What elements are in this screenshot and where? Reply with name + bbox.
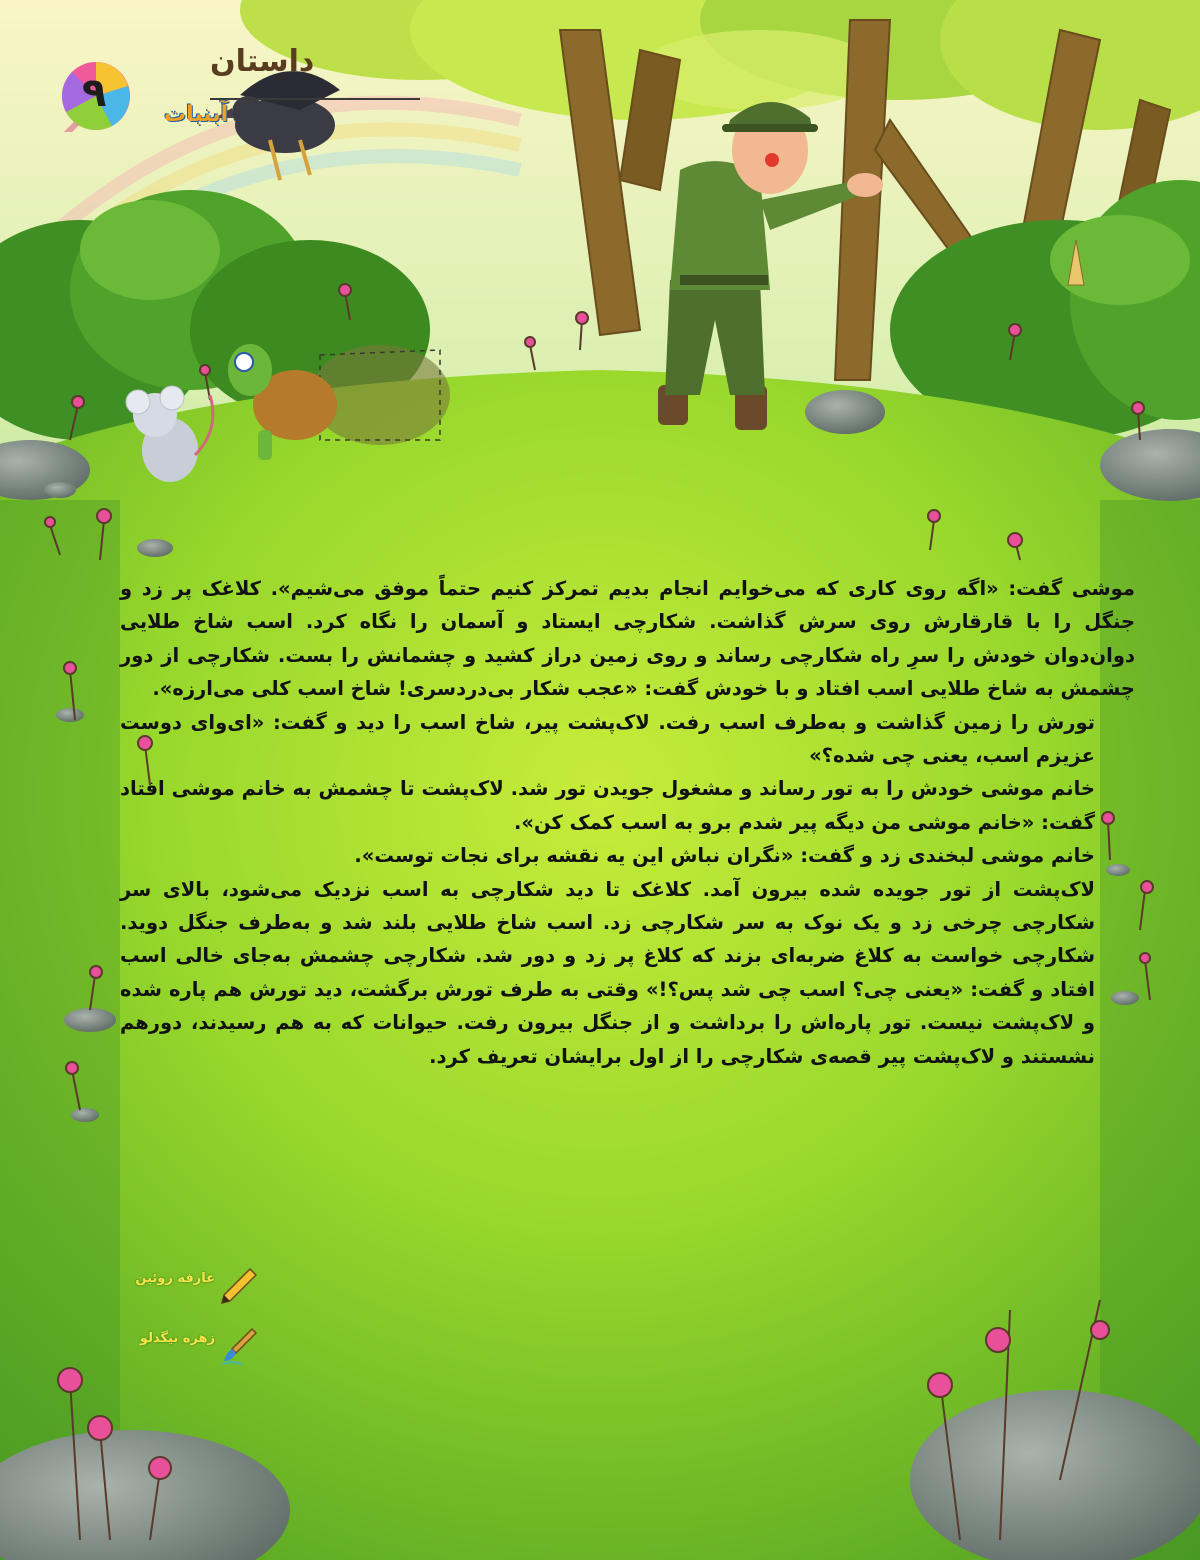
story-paragraph-2: تورش را زمین گذاشت و به‌طرف اسب رفت. لاک‌پشت پیر، شاخ اسب را دید و گفت: «ای‌وای دوست عزیزم اسب، یعنی چی شده؟» <box>120 710 1095 768</box>
story-text <box>120 572 1135 1073</box>
section-title: داستان <box>210 44 315 79</box>
writer-credit <box>120 1265 260 1325</box>
header-rule <box>210 98 420 100</box>
illustrator-credit <box>120 1325 260 1385</box>
credits <box>120 1265 260 1385</box>
story-paragraph-3: خانم موشی خودش را به تور رساند و مشغول جویدن تور شد. لاک‌پشت تا چشمش به خانم موشی افتاد گفت: «خانم موشی من دیگه پیر شدم برو به اسب کمک کن». <box>120 777 1095 834</box>
page-header <box>60 40 430 160</box>
story-paragraph-4: خانم موشی لبخندی زد و گفت: «نگران نباش این یه نقشه برای نجات توست». <box>354 844 1095 868</box>
page-number: ۹ <box>82 70 107 116</box>
writer-name: عارفه روئین <box>135 1271 215 1286</box>
paintbrush-icon <box>218 1325 260 1367</box>
story-paragraph-1: موشی گفت: «اگه روی کاری که می‌خوایم انجام بدیم تمرکز کنیم حتماً موفق می‌شیم». کلاغک پر زد و جنگل را با قارقارش روی سرش گذاشت. شکارچی ایستاد و آسمان را نگاه کرد. اسب شاخ طلایی دوان‌دوان خودش را سرِ راه شکارچی رساند و روی زمین دراز کشید و چشمانش را بست. شکارچی از دور چشمش به شاخ طلایی اسب افتاد و با خودش گفت: «عجب شکار بی‌دردسری! شاخ اسب کلی می‌ارزه». <box>120 577 1135 701</box>
illustrator-name: زهره بیگدلو <box>139 1331 215 1346</box>
magazine-logo: آبنبات <box>164 102 229 127</box>
pencil-icon <box>218 1265 260 1307</box>
story-paragraph-5: لاک‌پشت از تور جویده شده بیرون آمد. کلاغک تا دید شکارچی به اسب نزدیک می‌شود، بالای سر شکارچی چرخی زد و یک نوک به سر شکارچی زد. اسب شاخ طلایی بلند شد و به‌طرف جنگل دوید. شکارچی خواست به کلاغ ضربه‌ای بزند که کلاغ پر زد و دور شد. شکارچی چشمش به‌جای خالی اسب افتاد و گفت: «یعنی چی؟ اسب چی شد پس؟!» وقتی به طرف تورش برگشت، دید تورش هم پاره شده و لاک‌پشت نیست. تور پاره‌اش را برداشت و از جنگل بیرون رفت. حیوانات که به هم رسیدند، دورهم نشستند و لاک‌پشت پیر قصه‌ی شکارچی را از اول برایشان تعریف کرد. <box>120 877 1095 1068</box>
